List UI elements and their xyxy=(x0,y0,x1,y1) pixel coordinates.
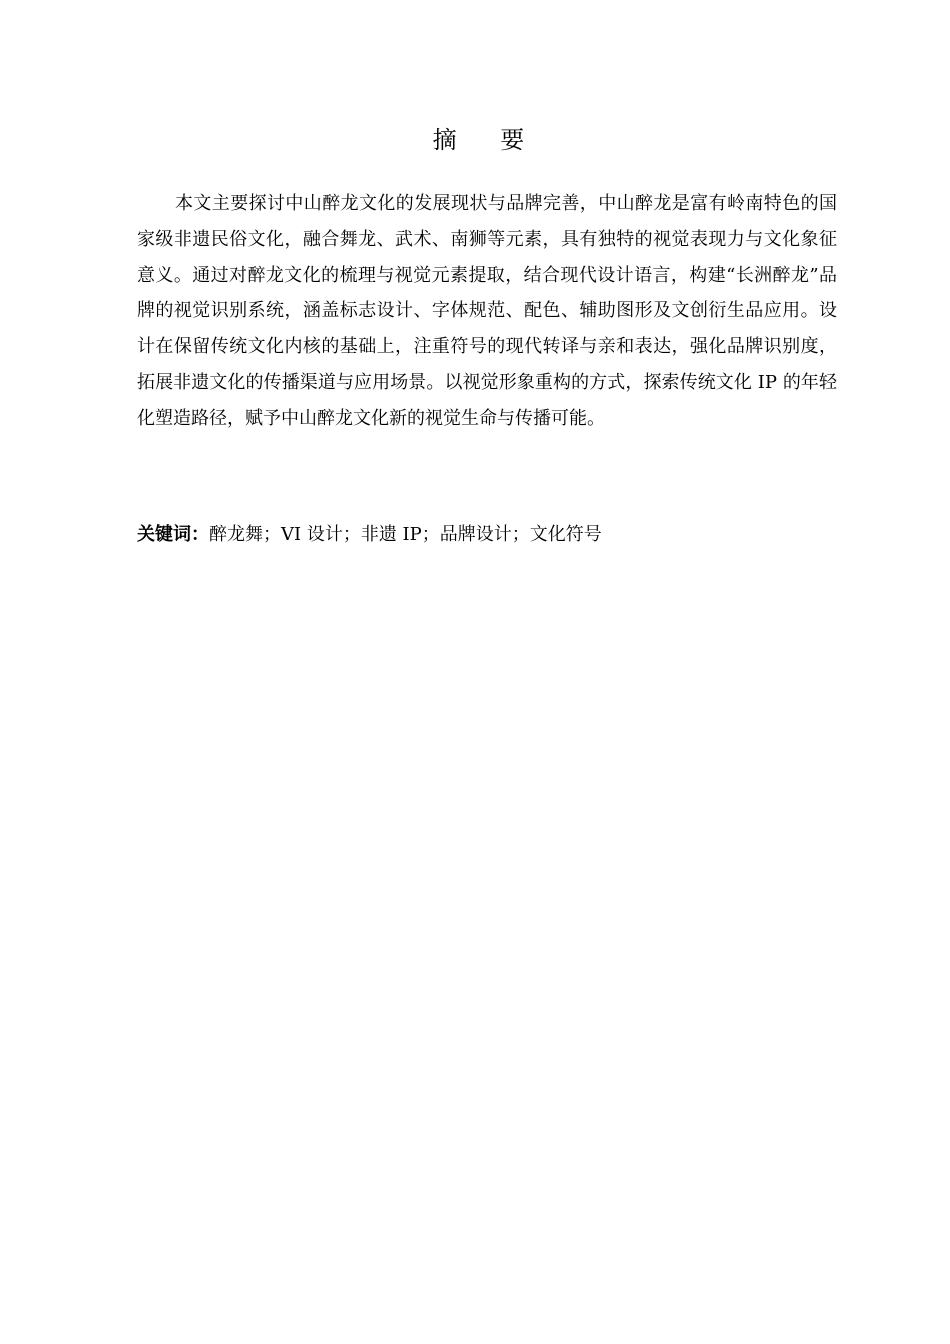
abstract-title: 摘 要 xyxy=(432,126,543,154)
keywords-line xyxy=(137,517,837,552)
keywords-text: 醉龙舞；VI 设计；非遗 IP；品牌设计；文化符号 xyxy=(209,524,602,545)
keywords-label: 关键词： xyxy=(137,524,209,545)
abstract-body: 本文主要探讨中山醉龙文化的发展现状与品牌完善，中山醉龙是富有岭南特色的国家级非遗民俗文化，融合舞龙、武术、南狮等元素，具有独特的视觉表现力与文化象征意义。通过对醉龙文化的梳理与视觉元素提取，结合现代设计语言，构建“长洲醉龙”品牌的视觉识别系统，涵盖标志设计、字体规范、配色、辅助图形及文创衍生品应用。设计在保留传统文化内核的基础上，注重符号的现代转译与亲和表达，强化品牌识别度，拓展非遗文化的传播渠道与应用场景。以视觉形象重构的方式，探索传统文化 IP 的年轻化塑造路径，赋予中山醉龙文化新的视觉生命与传播可能。 xyxy=(137,193,837,429)
